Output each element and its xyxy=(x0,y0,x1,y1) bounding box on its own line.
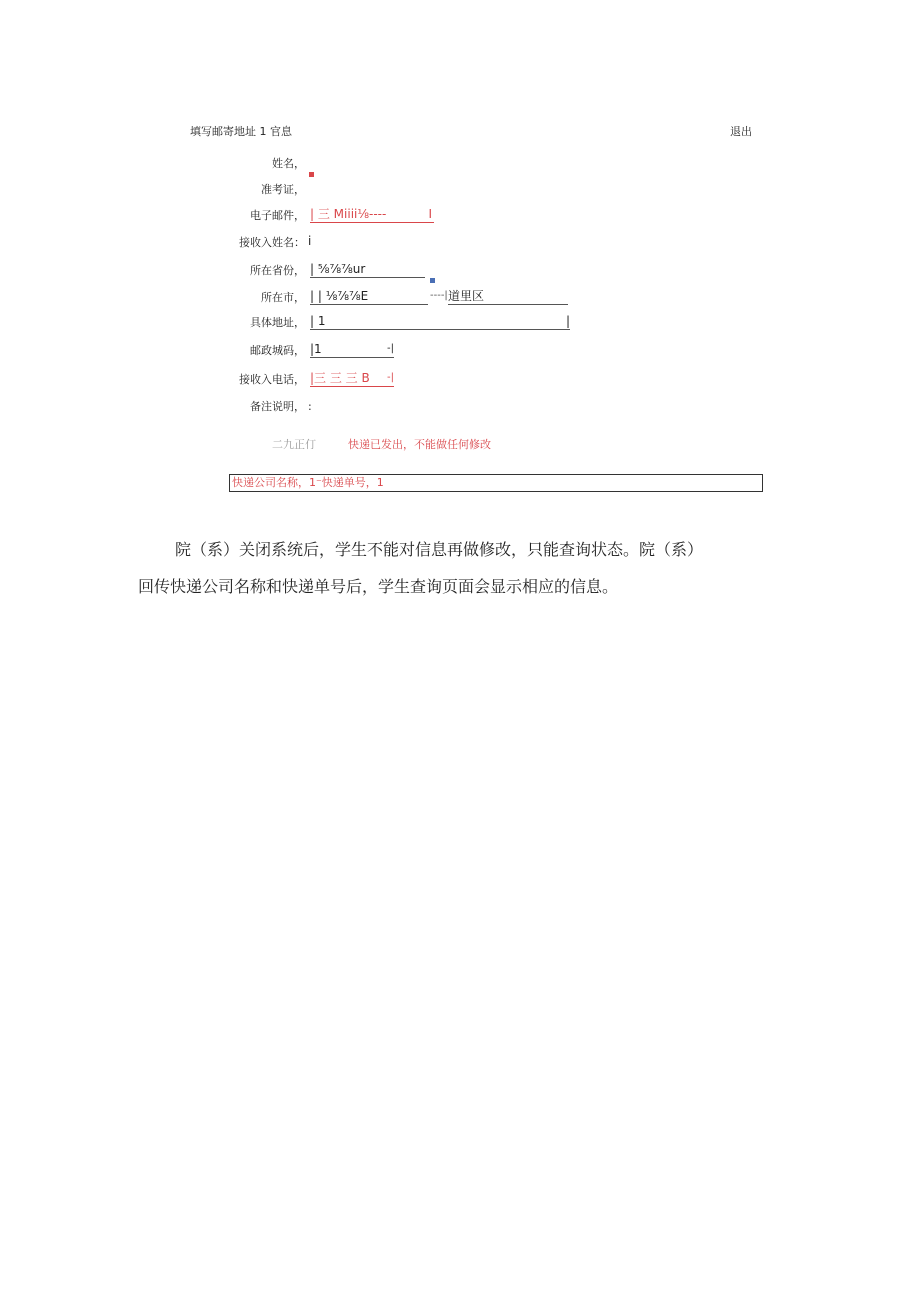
form-header-title: 填写邮寄地址 1 官息 xyxy=(190,125,292,138)
email-label: 电子邮件， xyxy=(250,209,305,222)
email-field-value: | 三 Miiii⅛---- xyxy=(310,207,387,221)
body-paragraph-line-2: 回传快递公司名称和快递单号后，学生查询页面会显示相应的信息。 xyxy=(138,577,619,596)
phone-label: 接收入电话， xyxy=(239,373,305,386)
remark-field[interactable]: : xyxy=(308,400,312,413)
postcode-field-end: -| xyxy=(387,343,394,354)
status-message: 快递已发出，不能做任何修改 xyxy=(348,438,491,451)
phone-field-value: |三 三 三 B xyxy=(310,371,370,385)
courier-info-text: 快递公司名称，1⁻快递单号，1 xyxy=(232,476,384,489)
address-field[interactable] xyxy=(310,314,570,330)
edit-button[interactable]: 二九正仃 xyxy=(272,438,316,451)
email-field-end: I xyxy=(428,207,432,221)
name-label: 姓名， xyxy=(272,157,305,170)
address-field-end: | xyxy=(565,314,570,328)
exam-id-label: 准考证， xyxy=(261,183,305,196)
province-label: 所在省份， xyxy=(250,264,305,277)
receiver-name-field[interactable]: i xyxy=(308,234,312,248)
receiver-name-label: 接收入姓名： xyxy=(239,236,305,249)
body-paragraph-line-1: 院（系）关闭系统后，学生不能对信息再做修改，只能查询状态。院（系） xyxy=(175,540,704,559)
district-select[interactable]: 道里区 xyxy=(448,289,568,305)
address-label: 具体地址， xyxy=(250,316,305,329)
email-field[interactable] xyxy=(310,207,434,223)
city-label: 所在市， xyxy=(261,291,305,304)
remark-label: 备注说明， xyxy=(250,400,305,413)
city-select[interactable]: | | ⅛⅞⅞E xyxy=(310,289,428,305)
province-dropdown-icon[interactable] xyxy=(430,268,435,287)
address-field-value: | 1 xyxy=(310,314,326,328)
logout-link[interactable]: 退出 xyxy=(730,125,752,138)
courier-info-box xyxy=(229,474,763,492)
phone-field[interactable] xyxy=(310,371,394,387)
postcode-field[interactable] xyxy=(310,342,394,358)
province-select[interactable]: | ⅝⅞⅞ur xyxy=(310,262,425,278)
postcode-label: 邮政城码， xyxy=(250,344,305,357)
phone-field-end: -| xyxy=(387,372,394,383)
district-separator: ----| xyxy=(430,290,448,301)
postcode-field-value: |1 xyxy=(310,342,322,356)
required-marker xyxy=(309,162,314,181)
